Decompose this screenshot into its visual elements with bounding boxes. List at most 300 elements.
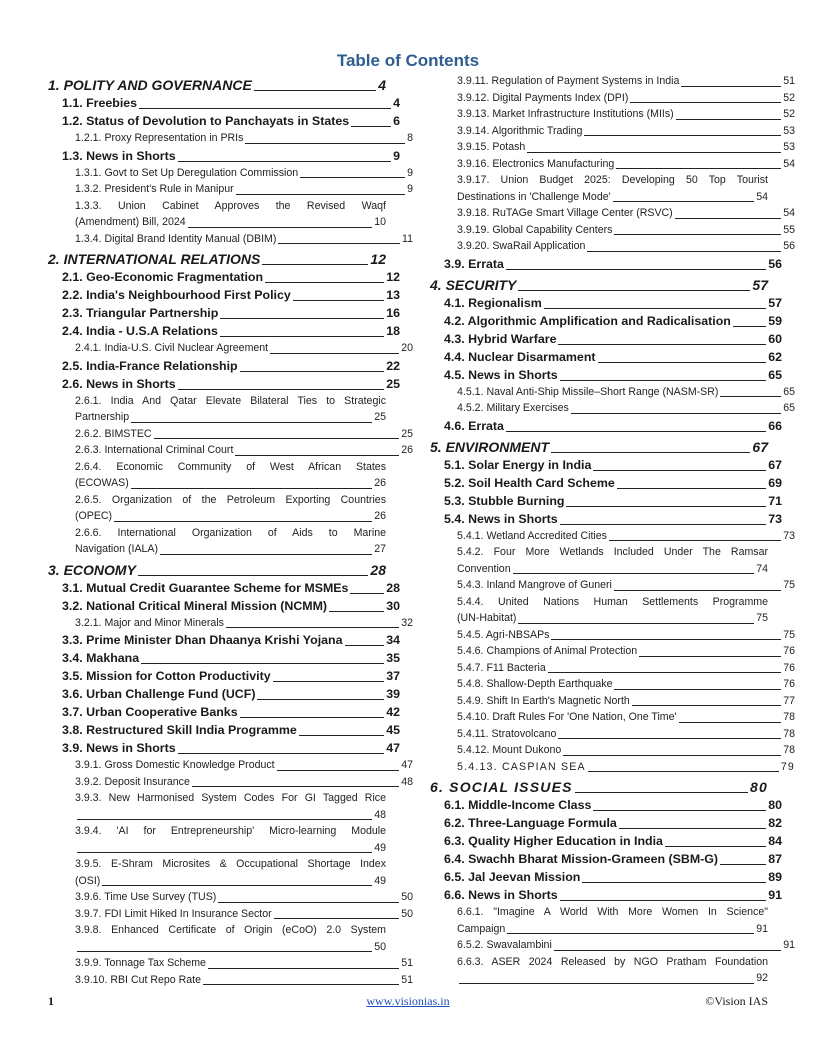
toc-entry-title: 5.4.9. Shift In Earth's Magnetic North bbox=[457, 694, 630, 707]
dot-leader bbox=[273, 681, 385, 682]
dot-leader bbox=[77, 819, 372, 820]
toc-section-3-4-makhana[interactable] bbox=[48, 649, 400, 667]
toc-subsection-3-9-5-e-shram-microsites-occupational-sh[interactable] bbox=[48, 856, 386, 889]
toc-section-3-6-urban-challenge-fund-ucf[interactable] bbox=[48, 685, 400, 703]
dot-leader bbox=[563, 755, 781, 756]
toc-entry-title: 4.2. Algorithmic Amplification and Radicalisation bbox=[444, 313, 731, 328]
toc-entry-title: 3.4. Makhana bbox=[62, 651, 140, 665]
toc-entry-title: 2.6.5. Organization of the Petroleum Exporting Countries bbox=[75, 493, 386, 506]
toc-subsection-5-4-12-mount-dukono[interactable] bbox=[430, 742, 795, 759]
toc-section-4-2-algorithmic-amplification-and-radica[interactable] bbox=[430, 312, 782, 330]
toc-page-number: 9 bbox=[407, 183, 413, 195]
dot-leader bbox=[560, 524, 767, 525]
dot-leader bbox=[614, 689, 781, 690]
toc-chapter-1-polity-and-governance[interactable] bbox=[48, 76, 386, 94]
toc-section-6-4-swachh-bharat-mission-grameen-sbm-g[interactable] bbox=[430, 850, 782, 868]
toc-entry-title-continued: Convention bbox=[457, 562, 511, 575]
toc-section-5-2-soil-health-card-scheme[interactable] bbox=[430, 474, 782, 492]
toc-entry-title: 5.3. Stubble Burning bbox=[444, 493, 565, 508]
dot-leader bbox=[588, 771, 779, 772]
dot-leader bbox=[676, 119, 782, 120]
dot-leader bbox=[77, 852, 372, 853]
toc-entry-title: 2.3. Triangular Partnership bbox=[62, 306, 219, 320]
toc-entry-title: 2.6. News in Shorts bbox=[62, 376, 176, 391]
toc-subsection-5-4-13-caspian-sea[interactable] bbox=[430, 759, 795, 776]
toc-entry-title: 3.7. Urban Cooperative Banks bbox=[62, 705, 238, 719]
website-link[interactable]: www.visionias.in bbox=[366, 994, 450, 1008]
dot-leader bbox=[257, 699, 384, 700]
toc-entry-title: 2.1. Geo-Economic Fragmentation bbox=[62, 270, 264, 284]
dot-leader bbox=[613, 201, 755, 202]
dot-leader bbox=[554, 950, 781, 951]
toc-subsection-2-6-6-international-organization-of-aids[interactable] bbox=[48, 525, 386, 558]
toc-page-number: 52 bbox=[783, 91, 795, 104]
dot-leader bbox=[560, 900, 767, 901]
toc-entry-title: 2.4. India - U.S.A Relations bbox=[62, 324, 218, 338]
toc-page-number: 49 bbox=[374, 841, 386, 854]
dot-leader bbox=[274, 918, 400, 919]
toc-page-number: 66 bbox=[768, 418, 782, 433]
toc-page-number: 26 bbox=[374, 510, 386, 522]
toc-entry-title: 5. ENVIRONMENT bbox=[430, 438, 550, 455]
toc-section-6-6-news-in-shorts[interactable] bbox=[430, 886, 782, 904]
toc-section-4-4-nuclear-disarmament[interactable] bbox=[430, 348, 782, 366]
toc-page-number: 56 bbox=[783, 240, 795, 252]
toc-page-number: 57 bbox=[768, 295, 782, 310]
dot-leader bbox=[630, 102, 781, 103]
toc-subsection-3-9-20-swarail-application[interactable] bbox=[430, 238, 795, 255]
toc-page-number: 9 bbox=[407, 166, 413, 179]
toc-section-3-2-national-critical-mineral-mission-nc[interactable] bbox=[48, 597, 400, 615]
toc-subsection-2-6-3-international-criminal-court[interactable] bbox=[48, 442, 413, 459]
toc-entry-title-continued: (UN-Habitat) bbox=[457, 612, 517, 624]
toc-page-number: 78 bbox=[783, 744, 795, 756]
toc-subsection-5-4-7-f11-bacteria[interactable] bbox=[430, 660, 795, 677]
dot-leader bbox=[270, 353, 399, 354]
toc-section-6-3-quality-higher-education-in-india[interactable] bbox=[430, 832, 782, 850]
toc-page-number: 8 bbox=[407, 132, 413, 144]
toc-page-number: 4 bbox=[393, 96, 400, 110]
toc-entry-title: 3.9.20. SwaRail Application bbox=[457, 240, 586, 252]
toc-entry-title: 2.6.3. International Criminal Court bbox=[75, 444, 234, 456]
dot-leader bbox=[558, 344, 766, 345]
dot-leader bbox=[300, 177, 405, 178]
toc-page-number: 32 bbox=[401, 616, 413, 629]
toc-chapter-3-economy[interactable] bbox=[48, 561, 386, 579]
toc-subsection-5-4-6-champions-of-animal-protection[interactable] bbox=[430, 643, 795, 660]
toc-entry-title-continued: (ECOWAS) bbox=[75, 477, 129, 489]
toc-chapter-2-international-relations[interactable] bbox=[48, 250, 386, 268]
toc-section-2-4-india-u-s-a-relations[interactable] bbox=[48, 322, 400, 340]
toc-subsection-1-3-2-president-s-rule-in-manipur[interactable] bbox=[48, 181, 413, 198]
toc-page-number: 20 bbox=[401, 342, 413, 354]
toc-entry-title: 5.4.8. Shallow-Depth Earthquake bbox=[457, 678, 613, 690]
toc-entry-title: 3.9.18. RuTAGe Smart Village Center (RSVC) bbox=[457, 207, 673, 219]
toc-page-number: 47 bbox=[401, 759, 413, 771]
toc-section-2-2-india-s-neighbourhood-first-policy[interactable] bbox=[48, 286, 400, 304]
toc-subsection-6-6-3-aser-2024-released-by-ngo-pratham-[interactable] bbox=[430, 954, 768, 987]
toc-entry-title: 2.4.1. India-U.S. Civil Nuclear Agreement bbox=[75, 342, 269, 354]
toc-entry-title: 1.3.4. Digital Brand Identity Manual (DBIM) bbox=[75, 232, 277, 245]
toc-right-column bbox=[430, 73, 795, 987]
toc-section-3-7-urban-cooperative-banks[interactable] bbox=[48, 703, 400, 721]
toc-subsection-4-5-2-military-exercises[interactable] bbox=[430, 400, 795, 417]
toc-subsection-3-9-7-fdi-limit-hiked-in-insurance-secto[interactable] bbox=[48, 906, 413, 923]
dot-leader bbox=[345, 645, 385, 646]
dot-leader bbox=[262, 264, 368, 265]
toc-page-number: 48 bbox=[401, 775, 413, 788]
dot-leader bbox=[192, 786, 399, 787]
toc-subsection-3-9-13-market-infrastructure-institution[interactable] bbox=[430, 106, 795, 123]
toc-subsection-3-9-1-gross-domestic-knowledge-product[interactable] bbox=[48, 757, 413, 774]
toc-page-number: 26 bbox=[374, 477, 386, 489]
toc-entry-title: 3.2.1. Major and Minor Minerals bbox=[75, 616, 224, 629]
toc-page-number: 75 bbox=[783, 579, 795, 591]
dot-leader bbox=[518, 623, 754, 624]
toc-entry-title: 3.9.16. Electronics Manufacturing bbox=[457, 157, 615, 170]
toc-page-number: 16 bbox=[386, 306, 400, 320]
toc-page-number: 28 bbox=[386, 580, 400, 595]
dot-leader bbox=[265, 282, 384, 283]
toc-subsection-5-4-8-shallow-depth-earthquake[interactable] bbox=[430, 676, 795, 693]
toc-section-4-6-errata[interactable] bbox=[430, 417, 782, 435]
toc-entry-title: 3.9.5. E-Shram Microsites & Occupational Shortage Index bbox=[75, 858, 386, 870]
toc-entry-title: 5.2. Soil Health Card Scheme bbox=[444, 475, 615, 490]
toc-page-number: 82 bbox=[768, 816, 782, 830]
toc-page-number: 91 bbox=[783, 939, 795, 951]
toc-entry-title: 5.1. Solar Energy in India bbox=[444, 457, 592, 472]
toc-entry-title: 2. INTERNATIONAL RELATIONS bbox=[48, 251, 261, 267]
toc-subsection-5-4-11-stratovolcano[interactable] bbox=[430, 726, 795, 743]
toc-section-4-3-hybrid-warfare[interactable] bbox=[430, 330, 782, 348]
toc-page-number: 57 bbox=[752, 276, 768, 293]
toc-page-number: 89 bbox=[768, 870, 782, 884]
toc-entry-title: 5.4.1. Wetland Accredited Cities bbox=[457, 529, 607, 542]
toc-page-number: 12 bbox=[386, 270, 400, 284]
toc-entry-title: 5.4.3. Inland Mangrove of Guneri bbox=[457, 579, 612, 591]
toc-section-5-4-news-in-shorts[interactable] bbox=[430, 510, 782, 528]
toc-entry-title: 3.9.13. Market Infrastructure Institutions (MIIs) bbox=[457, 108, 674, 120]
toc-subsection-2-4-1-india-u-s-civil-nuclear-agreement[interactable] bbox=[48, 340, 413, 357]
toc-subsection-5-4-9-shift-in-earth-s-magnetic-north[interactable] bbox=[430, 693, 795, 710]
toc-page-number: 78 bbox=[783, 711, 795, 723]
toc-entry-title: 2.6.6. International Organization of Aids to Marine bbox=[75, 526, 386, 539]
toc-section-2-1-geo-economic-fragmentation[interactable] bbox=[48, 268, 400, 286]
toc-section-5-1-solar-energy-in-india[interactable] bbox=[430, 456, 782, 474]
toc-page-number: 62 bbox=[768, 349, 782, 364]
toc-subsection-3-9-14-algorithmic-trading[interactable] bbox=[430, 123, 795, 140]
dot-leader bbox=[178, 753, 385, 754]
toc-subsection-4-5-1-naval-anti-ship-missile-short-rang[interactable] bbox=[430, 384, 795, 401]
toc-entry-title: 3.3. Prime Minister Dhan Dhaanya Krishi Yojana bbox=[62, 633, 343, 647]
toc-entry-title: 2.6.2. BIMSTEC bbox=[75, 427, 152, 440]
dot-leader bbox=[506, 269, 766, 270]
dot-leader bbox=[507, 933, 754, 934]
dot-leader bbox=[617, 488, 766, 489]
toc-page-number: 76 bbox=[783, 678, 795, 690]
toc-page-number: 22 bbox=[386, 358, 400, 373]
dot-leader bbox=[350, 593, 384, 594]
toc-section-4-1-regionalism[interactable] bbox=[430, 294, 782, 312]
toc-section-1-3-news-in-shorts[interactable] bbox=[48, 147, 400, 165]
toc-page-number: 11 bbox=[402, 232, 413, 245]
toc-page-number: 92 bbox=[756, 972, 768, 984]
dot-leader bbox=[639, 656, 781, 657]
toc-subsection-1-2-1-proxy-representation-in-pris[interactable] bbox=[48, 130, 413, 147]
toc-page-number: 50 bbox=[401, 891, 413, 903]
dot-leader bbox=[459, 983, 754, 984]
toc-subsection-2-6-1-india-and-qatar-elevate-bilateral-[interactable] bbox=[48, 393, 386, 426]
toc-page-number: 80 bbox=[750, 779, 768, 795]
toc-subsection-1-3-1-govt-to-set-up-deregulation-commis[interactable] bbox=[48, 165, 413, 182]
toc-page-number: 65 bbox=[783, 385, 795, 398]
toc-entry-title: 3.9.17. Union Budget 2025: Developing 50 Top Tourist bbox=[457, 174, 768, 186]
page-footer bbox=[0, 994, 816, 1010]
toc-page-number: 56 bbox=[768, 256, 782, 271]
dot-leader bbox=[245, 143, 405, 144]
toc-entry-title: 1.1. Freebies bbox=[62, 96, 138, 110]
toc-chapter-5-environment[interactable] bbox=[430, 438, 768, 456]
toc-entry-title: 1.3.3. Union Cabinet Approves the Revised Waqf bbox=[75, 199, 386, 212]
toc-entry-title: 3.9.14. Algorithmic Trading bbox=[457, 124, 583, 137]
toc-entry-title: 6.6.1. "Imagine A World With More Women In Science" bbox=[457, 906, 768, 918]
toc-section-4-5-news-in-shorts[interactable] bbox=[430, 366, 782, 384]
dot-leader bbox=[178, 161, 391, 162]
toc-entry-title: 4.6. Errata bbox=[444, 418, 504, 433]
toc-page-number: 10 bbox=[374, 216, 386, 228]
dot-leader bbox=[513, 573, 755, 574]
toc-entry-title: 5.4.11. Stratovolcano bbox=[457, 727, 557, 740]
dot-leader bbox=[220, 318, 384, 319]
toc-entry-title: 3.9.9. Tonnage Tax Scheme bbox=[75, 957, 206, 969]
toc-section-1-2-status-of-devolution-to-panchayats-i[interactable] bbox=[48, 112, 400, 130]
toc-entry-title: 3.9.4. 'AI for Entrepreneurship' Micro-learning Module bbox=[75, 825, 386, 837]
toc-subsection-3-9-18-rutage-smart-village-center-rsvc[interactable] bbox=[430, 205, 795, 222]
dot-leader bbox=[131, 422, 372, 423]
dot-leader bbox=[616, 168, 781, 169]
dot-leader bbox=[351, 126, 391, 127]
toc-page-number: 54 bbox=[783, 157, 795, 170]
toc-subsection-3-9-3-new-harmonised-system-codes-for-gi[interactable] bbox=[48, 790, 386, 823]
toc-entry-title: 3.9. News in Shorts bbox=[62, 741, 176, 755]
toc-section-5-3-stubble-burning[interactable] bbox=[430, 492, 782, 510]
dot-leader bbox=[733, 326, 766, 327]
toc-subsection-6-5-2-swavalambini[interactable] bbox=[430, 937, 795, 954]
toc-page-number: 53 bbox=[783, 124, 795, 137]
toc-entry-title: 2.6.1. India And Qatar Elevate Bilateral Ties to Strategic bbox=[75, 394, 386, 407]
dot-leader bbox=[506, 431, 766, 432]
toc-page-number: 47 bbox=[386, 741, 400, 755]
toc-subsection-3-9-11-regulation-of-payment-systems-in-[interactable] bbox=[430, 73, 795, 90]
toc-subsection-6-6-1-imagine-a-world-with-more-women-in[interactable] bbox=[430, 904, 768, 937]
dot-leader bbox=[720, 864, 766, 865]
toc-section-3-9-news-in-shorts[interactable] bbox=[48, 739, 400, 757]
toc-page-number: 30 bbox=[386, 598, 400, 613]
toc-page-number: 54 bbox=[756, 190, 768, 203]
toc-page-number: 51 bbox=[783, 75, 795, 87]
toc-subsection-3-9-19-global-capability-centers[interactable] bbox=[430, 222, 795, 239]
toc-subsection-5-4-2-four-more-wetlands-included-under-[interactable] bbox=[430, 544, 768, 577]
toc-section-1-1-freebies[interactable] bbox=[48, 94, 400, 112]
toc-chapter-4-security[interactable] bbox=[430, 276, 768, 294]
dot-leader bbox=[299, 735, 384, 736]
dot-leader bbox=[240, 717, 385, 718]
dot-leader bbox=[548, 672, 781, 673]
toc-subsection-3-2-1-major-and-minor-minerals[interactable] bbox=[48, 615, 413, 632]
toc-subsection-2-6-5-organization-of-the-petroleum-expo[interactable] bbox=[48, 492, 386, 525]
toc-subsection-1-3-4-digital-brand-identity-manual-dbim[interactable] bbox=[48, 231, 413, 248]
toc-entry-title-continued: Destinations in 'Challenge Mode' bbox=[457, 190, 611, 203]
toc-subsection-5-4-5-agri-nbsaps[interactable] bbox=[430, 627, 795, 644]
dot-leader bbox=[558, 738, 781, 739]
dot-leader bbox=[609, 540, 781, 541]
toc-subsection-3-9-6-time-use-survey-tus[interactable] bbox=[48, 889, 413, 906]
toc-entry-title: 5.4.4. United Nations Human Settlements Programme bbox=[457, 595, 768, 608]
toc-entry-title: 3.9.7. FDI Limit Hiked In Insurance Sector bbox=[75, 907, 272, 920]
dot-leader bbox=[160, 554, 372, 555]
toc-entry-title: 3.9.12. Digital Payments Index (DPI) bbox=[457, 91, 629, 104]
toc-page-number: 50 bbox=[401, 907, 413, 920]
toc-page-number: 28 bbox=[370, 561, 386, 578]
toc-subsection-3-9-16-electronics-manufacturing[interactable] bbox=[430, 156, 795, 173]
toc-entry-title: 5.4.5. Agri-NBSAPs bbox=[457, 628, 550, 641]
dot-leader bbox=[587, 251, 781, 252]
toc-subsection-3-9-17-union-budget-2025-developing-50-t[interactable] bbox=[430, 172, 768, 205]
toc-entry-title: 3.9.3. New Harmonised System Codes For GI Tagged Rice bbox=[75, 792, 386, 804]
toc-subsection-5-4-4-united-nations-human-settlements-p[interactable] bbox=[430, 594, 768, 627]
toc-subsection-3-9-2-deposit-insurance[interactable] bbox=[48, 774, 413, 791]
toc-page-number: 51 bbox=[401, 957, 413, 969]
toc-chapter-6-social-issues[interactable] bbox=[430, 778, 768, 796]
toc-entry-title: 3.2. National Critical Mineral Mission (NCMM) bbox=[62, 598, 328, 613]
toc-section-6-5-jal-jeevan-mission[interactable] bbox=[430, 868, 782, 886]
toc-section-6-1-middle-income-class[interactable] bbox=[430, 796, 782, 814]
toc-entry-title: 3. ECONOMY bbox=[48, 561, 136, 578]
dot-leader bbox=[235, 455, 399, 456]
dot-leader bbox=[720, 396, 781, 397]
dot-leader bbox=[527, 152, 781, 153]
toc-page-number: 79 bbox=[780, 760, 795, 773]
dot-leader bbox=[139, 108, 391, 109]
toc-page-number: 4 bbox=[378, 77, 386, 93]
toc-subsection-2-6-4-economic-community-of-west-african[interactable] bbox=[48, 459, 386, 492]
toc-entry-title: 3.9.2. Deposit Insurance bbox=[75, 775, 190, 788]
dot-leader bbox=[544, 308, 766, 309]
dot-leader bbox=[679, 722, 782, 723]
toc-page-number: 71 bbox=[768, 493, 782, 508]
toc-entry-title: 4.4. Nuclear Disarmament bbox=[444, 349, 596, 364]
toc-entry-title-continued: (OSI) bbox=[75, 874, 101, 887]
toc-entry-title: 6.5.2. Swavalambini bbox=[457, 939, 552, 951]
toc-page-number: 25 bbox=[386, 376, 400, 391]
dot-leader bbox=[240, 371, 385, 372]
copyright-text: ©Vision IAS bbox=[705, 994, 768, 1008]
toc-page-number: 80 bbox=[768, 798, 782, 812]
toc-subsection-3-9-15-potash[interactable] bbox=[430, 139, 795, 156]
dot-leader bbox=[220, 336, 384, 337]
toc-entry-title-continued: Partnership bbox=[75, 411, 130, 423]
toc-section-3-8-restructured-skill-india-programme[interactable] bbox=[48, 721, 400, 739]
dot-leader bbox=[614, 590, 781, 591]
toc-subsection-3-9-4-ai-for-entrepreneurship-micro-lear[interactable] bbox=[48, 823, 386, 856]
toc-entry-title: 4.3. Hybrid Warfare bbox=[444, 331, 557, 346]
toc-page-number: 59 bbox=[768, 313, 782, 328]
toc-entry-title: 6.6. News in Shorts bbox=[444, 888, 558, 902]
toc-subsection-3-9-10-rbi-cut-repo-rate[interactable] bbox=[48, 972, 413, 989]
toc-entry-title: 4.5. News in Shorts bbox=[444, 367, 558, 382]
toc-entry-title: 3.6. Urban Challenge Fund (UCF) bbox=[62, 687, 256, 701]
dot-leader bbox=[614, 234, 781, 235]
toc-page-number: 77 bbox=[783, 694, 795, 707]
dot-leader bbox=[278, 243, 400, 244]
toc-page-number: 12 bbox=[370, 251, 386, 267]
toc-section-3-9-errata[interactable] bbox=[430, 255, 782, 273]
toc-section-3-5-mission-for-cotton-productivity[interactable] bbox=[48, 667, 400, 685]
toc-entry-title: 4.1. Regionalism bbox=[444, 295, 542, 310]
toc-page-number: 52 bbox=[783, 108, 795, 120]
toc-entry-title: 3.9.15. Potash bbox=[457, 141, 526, 153]
toc-subsection-5-4-10-draft-rules-for-one-nation-one-ti[interactable] bbox=[430, 709, 795, 726]
dot-leader bbox=[571, 413, 781, 414]
dot-leader bbox=[619, 828, 766, 829]
toc-subsection-3-9-12-digital-payments-index-dpi[interactable] bbox=[430, 90, 795, 107]
dot-leader bbox=[593, 810, 766, 811]
dot-leader bbox=[226, 627, 399, 628]
toc-page-number: 13 bbox=[386, 288, 400, 302]
toc-entry-title: 4. SECURITY bbox=[430, 276, 517, 293]
toc-entry-title: 2.2. India's Neighbourhood First Policy bbox=[62, 288, 291, 302]
dot-leader bbox=[178, 389, 385, 390]
toc-subsection-3-9-8-enhanced-certificate-of-origin-eco[interactable] bbox=[48, 922, 386, 955]
toc-page-number: 18 bbox=[386, 324, 400, 338]
toc-entry-title-continued: (Amendment) Bill, 2024 bbox=[75, 216, 186, 228]
toc-subsection-1-3-3-union-cabinet-approves-the-revised[interactable] bbox=[48, 198, 386, 231]
toc-section-2-5-india-france-relationship[interactable] bbox=[48, 357, 400, 375]
toc-page-number: 73 bbox=[768, 511, 782, 526]
dot-leader bbox=[575, 792, 748, 793]
toc-page-number: 54 bbox=[783, 207, 795, 219]
toc-section-6-2-three-language-formula[interactable] bbox=[430, 814, 782, 832]
toc-entry-title: 3.8. Restructured Skill India Programme bbox=[62, 723, 297, 737]
toc-page-number: 48 bbox=[374, 808, 386, 821]
dot-leader bbox=[188, 227, 373, 228]
dot-leader bbox=[131, 488, 372, 489]
toc-entry-title: 4.5.2. Military Exercises bbox=[457, 402, 569, 414]
dot-leader bbox=[102, 885, 372, 886]
toc-section-3-3-prime-minister-dhan-dhaanya-krishi-y[interactable] bbox=[48, 631, 400, 649]
dot-leader bbox=[518, 290, 750, 291]
toc-subsection-2-6-2-bimstec[interactable] bbox=[48, 426, 413, 443]
toc-page-number: 9 bbox=[393, 148, 400, 163]
toc-section-3-1-mutual-credit-guarantee-scheme-for-m[interactable] bbox=[48, 579, 400, 597]
toc-subsection-3-9-9-tonnage-tax-scheme[interactable] bbox=[48, 955, 413, 972]
toc-entry-title: 6.3. Quality Higher Education in India bbox=[444, 834, 663, 848]
toc-page-number: 74 bbox=[756, 562, 768, 575]
toc-section-2-6-news-in-shorts[interactable] bbox=[48, 375, 400, 393]
toc-entry-title-continued: (OPEC) bbox=[75, 510, 113, 522]
toc-entry-title: 3.9.6. Time Use Survey (TUS) bbox=[75, 891, 217, 903]
dot-leader bbox=[154, 438, 400, 439]
toc-entry-title: 1.2. Status of Devolution to Panchayats in States bbox=[62, 114, 350, 128]
toc-subsection-5-4-3-inland-mangrove-of-guneri[interactable] bbox=[430, 577, 795, 594]
toc-page-number: 39 bbox=[386, 687, 400, 701]
toc-entry-title: 3.9.11. Regulation of Payment Systems in India bbox=[457, 75, 680, 87]
dot-leader bbox=[138, 575, 369, 576]
dot-leader bbox=[566, 506, 766, 507]
toc-subsection-5-4-1-wetland-accredited-cities[interactable] bbox=[430, 528, 795, 545]
toc-entry-title: 2.5. India-France Relationship bbox=[62, 358, 238, 373]
toc-section-2-3-triangular-partnership[interactable] bbox=[48, 304, 400, 322]
